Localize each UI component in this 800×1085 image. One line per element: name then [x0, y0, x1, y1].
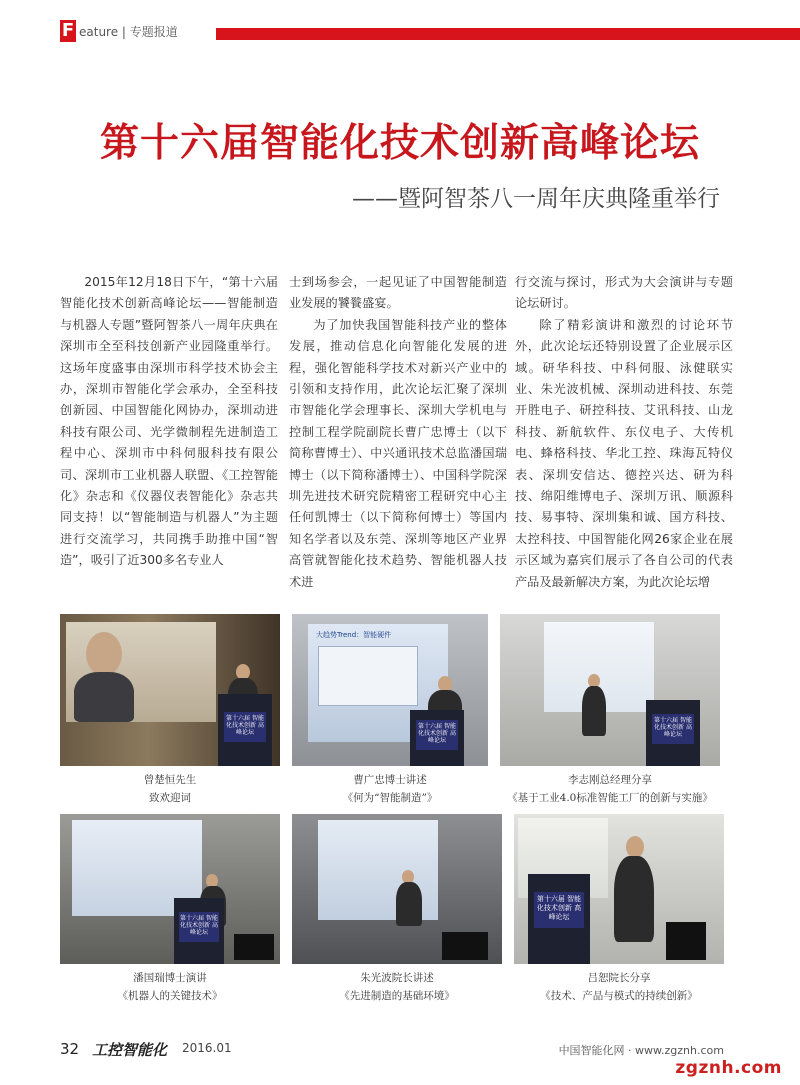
text-column-3 — [515, 272, 733, 602]
photo-caption-5 — [292, 969, 502, 1005]
caption-line: 《先进制造的基础环境》 — [339, 990, 455, 1002]
podium-sign: 第十六届 智能化技术创新 高峰论坛 — [179, 912, 219, 942]
photo-caption-3 — [500, 771, 720, 807]
projection-screen — [66, 622, 216, 722]
paragraph: 士到场参会，一起见证了中国智能制造业发展的饕餮盛宴。 — [289, 275, 507, 311]
paragraph: 为了加快我国智能科技产业的整体发展，推动信息化向智能化发展的进程，强化智能科学技术对新兴产业中的引领和支持作用，此次论坛汇聚了深圳市智能化学会理事长、深圳大学机电与控制工程学院副院长曹广忠博士（以下简称曹博士）、中兴通讯技术总监潘国瑞博士（以下简称潘博士）、中国科学院深圳先进技术研究院精密工程研究中心主任何凯博士（以下简称何博士）等国内知名学者以及东莞、深圳等地区产业界高管就智能化技术趋势、智能机器人技术进 — [289, 317, 507, 589]
podium — [410, 710, 464, 766]
photo-speaker-3 — [500, 614, 720, 766]
loudspeaker — [666, 922, 706, 960]
podium — [646, 700, 700, 766]
podium-sign: 第十六届 智能化技术创新 高峰论坛 — [416, 720, 458, 750]
loudspeaker — [442, 932, 488, 960]
podium-sign: 第十六届 智能化技术创新 高峰论坛 — [224, 712, 266, 742]
caption-line: 朱光波院长讲述 — [360, 972, 434, 984]
podium — [218, 694, 272, 766]
caption-line: 《基于工业4.0标准智能工厂的创新与实施》 — [507, 792, 713, 804]
page-number: 32 — [60, 1040, 80, 1058]
speaker-head — [626, 836, 644, 858]
paragraph: 2015年12月18日下午，“第十六届智能化技术创新高峰论坛——智能制造与机器人专题”暨阿智茶八一周年庆典在深圳市全至科技创新产业园隆重举行。这场年度盛事由深圳市科学技术协会主办，深圳市智能化学会承办，全至科技创新园、中国智能化网协办，深圳动进科技有限公司、光学微制程先进制造工程中心、深圳市中科伺服科技有限公司、深圳市工业机器人联盟、《工控智能化》杂志和《仪器仪表智能化》杂志共同支持！以“智能制造与机器人”为主题进行交流学习，共同携手助推中国“智造”，吸引了近300多名专业人 — [60, 275, 278, 568]
article-title: 第十六届智能化技术创新高峰论坛 — [99, 120, 700, 166]
caption-line: 《何为“智能制造”》 — [342, 792, 438, 804]
feature-letter-badge: F — [61, 20, 75, 41]
website-credit: 中国智能化网 · www.zgznh.com — [558, 1044, 724, 1057]
photo-speaker-6 — [514, 814, 724, 964]
caption-line: 致欢迎词 — [149, 792, 191, 804]
podium-sign: 第十六届 智能化技术创新 高峰论坛 — [652, 714, 694, 744]
caption-line: 李志刚总经理分享 — [568, 774, 652, 786]
photo-speaker-2 — [292, 614, 488, 766]
caption-line: 吕恕院长分享 — [587, 972, 651, 984]
slide-title: 大趋势Trend：智能硬件 — [316, 631, 392, 639]
section-label: eature | 专题报道 — [79, 25, 178, 39]
caption-line: 《技术、产品与模式的持续创新》 — [540, 990, 698, 1002]
photo-speaker-5 — [292, 814, 502, 964]
watermark: zgznh.com — [675, 1058, 782, 1078]
photo-caption-2 — [292, 771, 488, 807]
photo-caption-4 — [60, 969, 280, 1005]
text-column-2 — [289, 272, 507, 602]
podium — [174, 898, 224, 964]
magazine-name: 工控智能化 — [92, 1041, 168, 1059]
article-subtitle: ——暨阿智茶八一周年庆典隆重举行 — [352, 186, 720, 212]
speaker-figure — [396, 882, 422, 926]
podium — [528, 874, 590, 964]
paragraph: 行交流与探讨，形式为大会演讲与专题论坛研讨。 — [515, 275, 733, 311]
photo-speaker-4 — [60, 814, 280, 964]
podium-sign: 第十六届 智能化技术创新 高峰论坛 — [534, 892, 584, 928]
photo-caption-6 — [514, 969, 724, 1005]
issue-date: 2016.01 — [182, 1041, 232, 1055]
speaker-figure — [582, 686, 606, 736]
caption-line: 潘国瑞博士演讲 — [133, 972, 207, 984]
photo-caption-1 — [60, 771, 280, 807]
text-column-1 — [60, 272, 278, 602]
speaker-figure — [614, 856, 654, 942]
paragraph: 除了精彩演讲和激烈的讨论环节外，此次论坛还特别设置了企业展示区域。研华科技、中科伺服、泳健联实业、朱光波机械、深圳动进科技、东莞开胜电子、研控科技、艾讯科技、山龙科技、新航软件、东仪电子、大传机电、蜂格科技、华北工控、珠海瓦特仪表、深圳安信达、德控兴达、研为科技、绵阳维博电子、深圳万讯、顺源科技、易事特、深圳集和诚、国方科技、太控科技、中国智能化网26家企业在展示区域为嘉宾们展示了各自公司的代表产品及最新解决方案，为此次论坛增 — [515, 317, 733, 589]
photo-speaker-1 — [60, 614, 280, 766]
page-header — [0, 0, 800, 56]
header-red-bar — [216, 28, 800, 40]
caption-line: 曹广忠博士讲述 — [353, 774, 427, 786]
caption-line: 曾楚恒先生 — [143, 774, 197, 786]
caption-line: 《机器人的关键技术》 — [117, 990, 223, 1002]
loudspeaker — [234, 934, 274, 960]
